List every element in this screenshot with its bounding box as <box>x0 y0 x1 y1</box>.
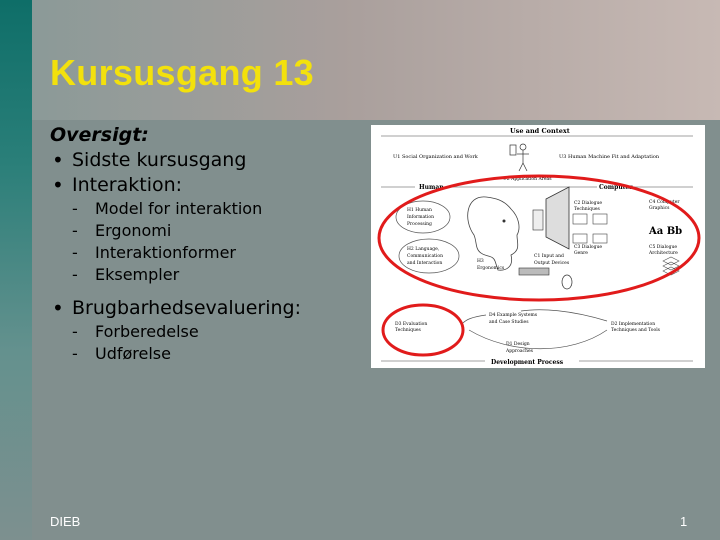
c5-line: Architecture <box>649 251 678 256</box>
hci-model-figure <box>371 125 705 368</box>
dash-icon: - <box>72 322 78 341</box>
bullet-item <box>50 296 301 321</box>
slide-title: Kursusgang 13 <box>50 52 314 93</box>
d3-line: Techniques <box>395 328 421 333</box>
c1-line: C1 Input and <box>534 254 564 259</box>
head-profile-icon <box>468 197 519 270</box>
sub-bullet-item <box>50 343 301 365</box>
sub-bullet-item <box>50 321 301 343</box>
dash-icon: - <box>72 344 78 363</box>
bullet-icon: • <box>52 296 64 320</box>
person-icon <box>510 144 529 171</box>
bullet-text: Sidste kursusgang <box>72 149 247 171</box>
sub-bullet-text: Udførelse <box>95 344 171 363</box>
bullet-text: Interaktion: <box>72 174 183 196</box>
sub-bullet-item <box>50 198 301 220</box>
c4-line: C4 Computer <box>649 200 680 205</box>
highlight-ellipse-large <box>379 176 699 300</box>
sub-bullet-text: Model for interaktion <box>95 199 263 218</box>
bullet-icon: • <box>52 173 64 197</box>
bullet-item <box>50 148 301 173</box>
d1-line: Approaches <box>506 349 533 354</box>
d2-line: D2 Implementation <box>611 322 656 327</box>
sub-bullet-text: Ergonomi <box>95 221 172 240</box>
graphics-sample-text: Aa Bb <box>649 226 683 237</box>
h3-line: Ergonomics <box>477 266 505 271</box>
c3-line: C3 Dialogue <box>574 245 603 250</box>
human-label: Human <box>419 184 444 191</box>
d3-line: D3 Evaluation <box>395 322 428 327</box>
d1-line: D1 Design <box>506 342 530 347</box>
u2-label: U2 Application Areas <box>503 177 552 182</box>
c1-line: Output Devices <box>534 261 570 266</box>
keyboard-icon <box>519 268 549 275</box>
bullet-text: Brugbarhedsevaluering: <box>72 297 302 319</box>
process-arrow <box>463 315 486 323</box>
development-process-label: Development Process <box>491 359 564 366</box>
overview-heading: Oversigt: <box>50 124 149 146</box>
mouse-icon <box>562 275 572 289</box>
h3-line: H3 <box>477 259 484 264</box>
dash-icon: - <box>72 221 78 240</box>
d4-line: and Case Studies <box>489 320 529 325</box>
dash-icon: - <box>72 199 78 218</box>
sub-bullet-text: Eksempler <box>95 265 180 284</box>
d2-line: Techniques and Tools <box>611 328 660 333</box>
u3-label: U3 Human Machine Fit and Adaptation <box>559 154 660 160</box>
d4-line: D4 Example Systems <box>489 313 538 318</box>
process-arrow <box>469 330 607 349</box>
c3-line: Genre <box>574 251 588 256</box>
h2-line: H2 Language, <box>407 247 440 252</box>
h1-line: Processing <box>407 222 432 227</box>
h1-line: Information <box>407 215 435 220</box>
c5-line: C5 Dialogue <box>649 245 678 250</box>
u1-label: U1 Social Organization and Work <box>393 154 478 160</box>
h1-line: H1 Human <box>407 208 432 213</box>
left-accent-bar <box>0 0 32 540</box>
c4-line: Graphics <box>649 206 670 211</box>
bullet-icon: • <box>52 148 64 172</box>
h2-line: Communication <box>407 254 443 259</box>
sub-bullet-item <box>50 242 301 264</box>
slide-content <box>50 124 301 365</box>
c2-line: C2 Dialogue <box>574 201 603 206</box>
page-number: 1 <box>680 514 688 529</box>
use-context-label: Use and Context <box>510 127 570 135</box>
sub-bullet-text: Forberedelse <box>95 322 199 341</box>
c2-line: Techniques <box>574 207 600 212</box>
h2-line: and Interaction <box>407 261 443 266</box>
computer-label: Computer <box>599 184 633 191</box>
footer-label: DIEB <box>50 514 81 529</box>
sub-bullet-item <box>50 264 301 286</box>
sub-bullet-item <box>50 220 301 242</box>
bullet-item <box>50 173 301 198</box>
monitor-icon <box>546 187 569 249</box>
hci-model-diagram <box>371 125 705 368</box>
dash-icon: - <box>72 243 78 262</box>
dash-icon: - <box>72 265 78 284</box>
sub-bullet-text: Interaktionformer <box>95 243 236 262</box>
